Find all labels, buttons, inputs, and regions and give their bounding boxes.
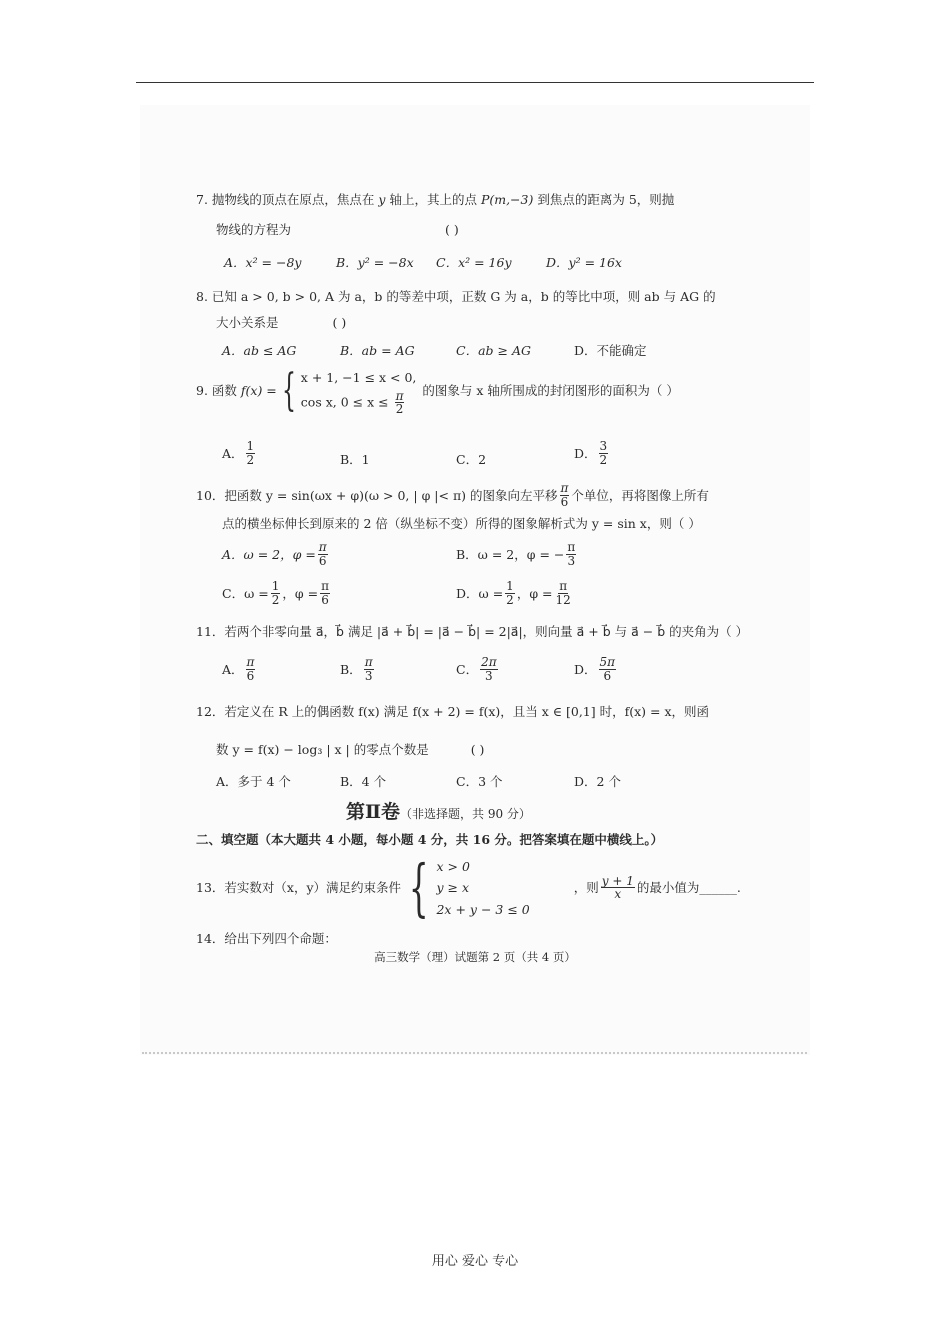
q10-line2: 点的横坐标伸长到原来的 2 倍（纵坐标不变）所得的图象解析式为 y = sin x，则（ ） <box>222 516 701 531</box>
q9-option-d <box>574 440 610 466</box>
q10-opt-d-label: D．ω = <box>456 586 504 602</box>
q11-opt-a-num: π <box>246 655 255 669</box>
q10-text-b: 个单位，再将图像上所有 <box>571 487 709 503</box>
q9-frac-den: 2 <box>395 402 404 417</box>
q10-shift-num: π <box>560 481 569 495</box>
fill-blank-heading: 二、填空题（本大题共 4 小题，每小题 4 分，共 16 分。把答案填在题中横线上。） <box>196 832 664 847</box>
q13-constraints <box>436 856 529 920</box>
q13-prefix: 13．若实数对（x，y）满足约束条件 <box>196 880 402 896</box>
section-title <box>346 797 531 824</box>
q9-suffix: 的图象与 x 轴所围成的封闭图形的面积为（ ） <box>422 383 679 399</box>
q12-answer-paren: ( ) <box>470 742 485 757</box>
q9-option-c: C．2 <box>456 452 487 467</box>
q10-opt-d-den: 12 <box>555 592 571 607</box>
q9-prefix: 9. 函数 <box>196 383 237 399</box>
q7-answer-paren: ( ) <box>445 222 459 237</box>
q11-opt-c-num: 2π <box>481 655 497 669</box>
q7-line2 <box>216 222 459 237</box>
q8-answer-paren: ( ) <box>332 315 347 330</box>
q12-line2-text: 数 y = f(x) − log₃ | x | 的零点个数是 <box>216 742 429 757</box>
q7-option-b: B．y² = −8x <box>336 255 414 270</box>
q8-option-d: D．不能确定 <box>574 343 647 358</box>
q11-opt-c-den: 3 <box>485 668 493 683</box>
q13-stem <box>196 850 741 924</box>
q12-option-c: C．3 个 <box>456 774 503 789</box>
q10-opt-d-w-den: 2 <box>506 592 514 607</box>
q7-option-a: A．x² = −8y <box>224 255 302 270</box>
scan-edge <box>142 1052 807 1054</box>
q10-opt-a-num: π <box>318 540 327 554</box>
q13-constraint-3: 2x + y − 3 ≤ 0 <box>436 901 530 917</box>
q10-opt-a-label: A．ω = 2，φ = <box>222 547 316 563</box>
q10-opt-d-w-num: 1 <box>506 579 514 593</box>
q12-stem: 12．若定义在 R 上的偶函数 f(x) 满足 f(x + 2) = f(x)，且当 x ∈ [0,1] 时，f(x) = x，则函 <box>196 704 709 719</box>
section-title-text: 第Ⅱ卷 <box>346 801 401 823</box>
bottom-footer: 用心 爱心 专心 <box>431 1254 519 1269</box>
q11-option-d <box>574 656 618 682</box>
q12-option-d: D．2 个 <box>574 774 621 789</box>
q7-option-c: C．x² = 16y <box>436 255 512 270</box>
q13-brace: { <box>408 850 429 924</box>
q10-opt-a-den: 6 <box>318 553 327 568</box>
q10-option-d <box>456 580 574 606</box>
q11-opt-a-label: A． <box>222 662 244 678</box>
q10-opt-b-label: B．ω = 2，φ = − <box>456 547 565 563</box>
q10-option-c <box>222 580 332 606</box>
page-footer: 高三数学（理）试题第 2 页（共 4 页） <box>374 950 576 964</box>
q10-option-b <box>456 541 578 567</box>
q13-mid: ，则 <box>573 880 599 896</box>
q9-opt-d-label: D． <box>574 446 597 462</box>
q9-fx: f(x) = <box>240 383 277 399</box>
q9-opt-a-label: A． <box>222 446 244 462</box>
q7-option-d: D．y² = 16x <box>546 255 622 270</box>
q10-shift-den: 6 <box>560 494 569 509</box>
q9-opt-a-den: 2 <box>246 452 255 467</box>
q10-opt-c-mid: ，φ = <box>282 586 319 602</box>
q10-opt-c-w-den: 2 <box>271 592 280 607</box>
q9-option-b: B．1 <box>340 452 370 467</box>
q9-opt-d-num: 3 <box>599 439 608 453</box>
q12-option-b: B．4 个 <box>340 774 387 789</box>
q10-option-a <box>222 541 330 567</box>
q10-opt-d-num: π <box>559 579 568 593</box>
q13-frac-den: x <box>614 887 622 902</box>
q8-stem: 8. 已知 a > 0, b > 0, A 为 a，b 的等差中项，正数 G 为 a，b 的等比中项，则 ab 与 AG 的 <box>196 289 716 304</box>
q9-piece-2-text: cos x, 0 ≤ x ≤ <box>300 394 389 410</box>
q9-piece-2 <box>301 390 417 416</box>
q7-line2-text: 物线的方程为 <box>216 222 292 237</box>
q9-opt-d-den: 2 <box>599 452 608 467</box>
q10-opt-c-label: C．ω = <box>222 586 269 602</box>
q11-opt-c-label: C． <box>456 662 479 678</box>
q12-line2 <box>216 742 484 757</box>
q7-text-c: 到焦点的距离为 5，则抛 <box>537 192 675 207</box>
q11-option-b <box>340 656 376 682</box>
q8-option-c: C．ab ≥ AG <box>456 343 531 358</box>
q7-text-b: 轴上，其上的点 <box>389 192 477 207</box>
q9-opt-a-num: 1 <box>246 439 255 453</box>
q9-pieces <box>301 366 417 416</box>
q10-opt-c-num: π <box>321 579 329 593</box>
q7-y: y <box>378 192 386 207</box>
q8-option-b: B．ab = AG <box>340 343 415 358</box>
q10-opt-b-den: 3 <box>567 553 576 568</box>
q11-opt-b-den: 3 <box>364 668 373 683</box>
q8-line2-text: 大小关系是 <box>216 315 279 330</box>
q7-text-a: 7. 抛物线的顶点在原点，焦点在 <box>196 192 375 207</box>
q9-pi-over-2 <box>395 390 405 416</box>
q11-option-c <box>456 656 500 682</box>
q13-suffix: 的最小值为______. <box>636 880 741 896</box>
q7-stem <box>196 192 674 207</box>
q10-opt-d-mid: ，φ = <box>516 586 553 602</box>
q9-stem <box>196 366 679 416</box>
section-note: （非选择题，共 90 分） <box>400 807 531 821</box>
q10-opt-c-w-num: 1 <box>271 579 280 593</box>
q8-line2 <box>216 315 346 330</box>
q11-opt-b-num: π <box>364 655 373 669</box>
q10-opt-c-den: 6 <box>321 592 329 607</box>
q10-opt-b-num: π <box>567 540 576 554</box>
q11-opt-d-den: 6 <box>603 668 612 683</box>
q13-constraint-1: x > 0 <box>436 859 470 874</box>
q10-stem <box>196 482 709 508</box>
q13-constraint-2: y ≥ x <box>436 880 470 896</box>
q14-stem: 14．给出下列四个命题： <box>196 931 337 946</box>
q9-option-a <box>222 440 257 466</box>
q10-text-a: 10．把函数 y = sin(ωx + φ)(ω > 0, | φ |< π) 的图象向左平移 <box>196 487 558 503</box>
q11-opt-b-label: B． <box>340 662 362 678</box>
q11-stem: 11．若两个非零向量 a⃗，b⃗ 满足 |a⃗ + b⃗| = |a⃗ − b⃗| = 2|a⃗|，则向量 a⃗ + b⃗ 与 a⃗ − b⃗ 的夹角为（ ） <box>196 624 749 639</box>
q13-frac-num: y + 1 <box>601 873 634 888</box>
q9-piece-1: x + 1, −1 ≤ x < 0, <box>300 370 417 385</box>
q7-point: P(m,−3) <box>480 192 534 207</box>
header-rule <box>136 82 814 83</box>
q11-opt-a-den: 6 <box>246 668 255 683</box>
q8-option-a: A．ab ≤ AG <box>222 343 297 358</box>
q9-frac-num: π <box>395 388 404 403</box>
q9-brace: { <box>281 364 296 416</box>
q11-opt-d-num: 5π <box>599 655 616 669</box>
q12-option-a: A．多于 4 个 <box>216 774 291 789</box>
q11-opt-d-label: D． <box>574 662 597 678</box>
q11-option-a <box>222 656 257 682</box>
